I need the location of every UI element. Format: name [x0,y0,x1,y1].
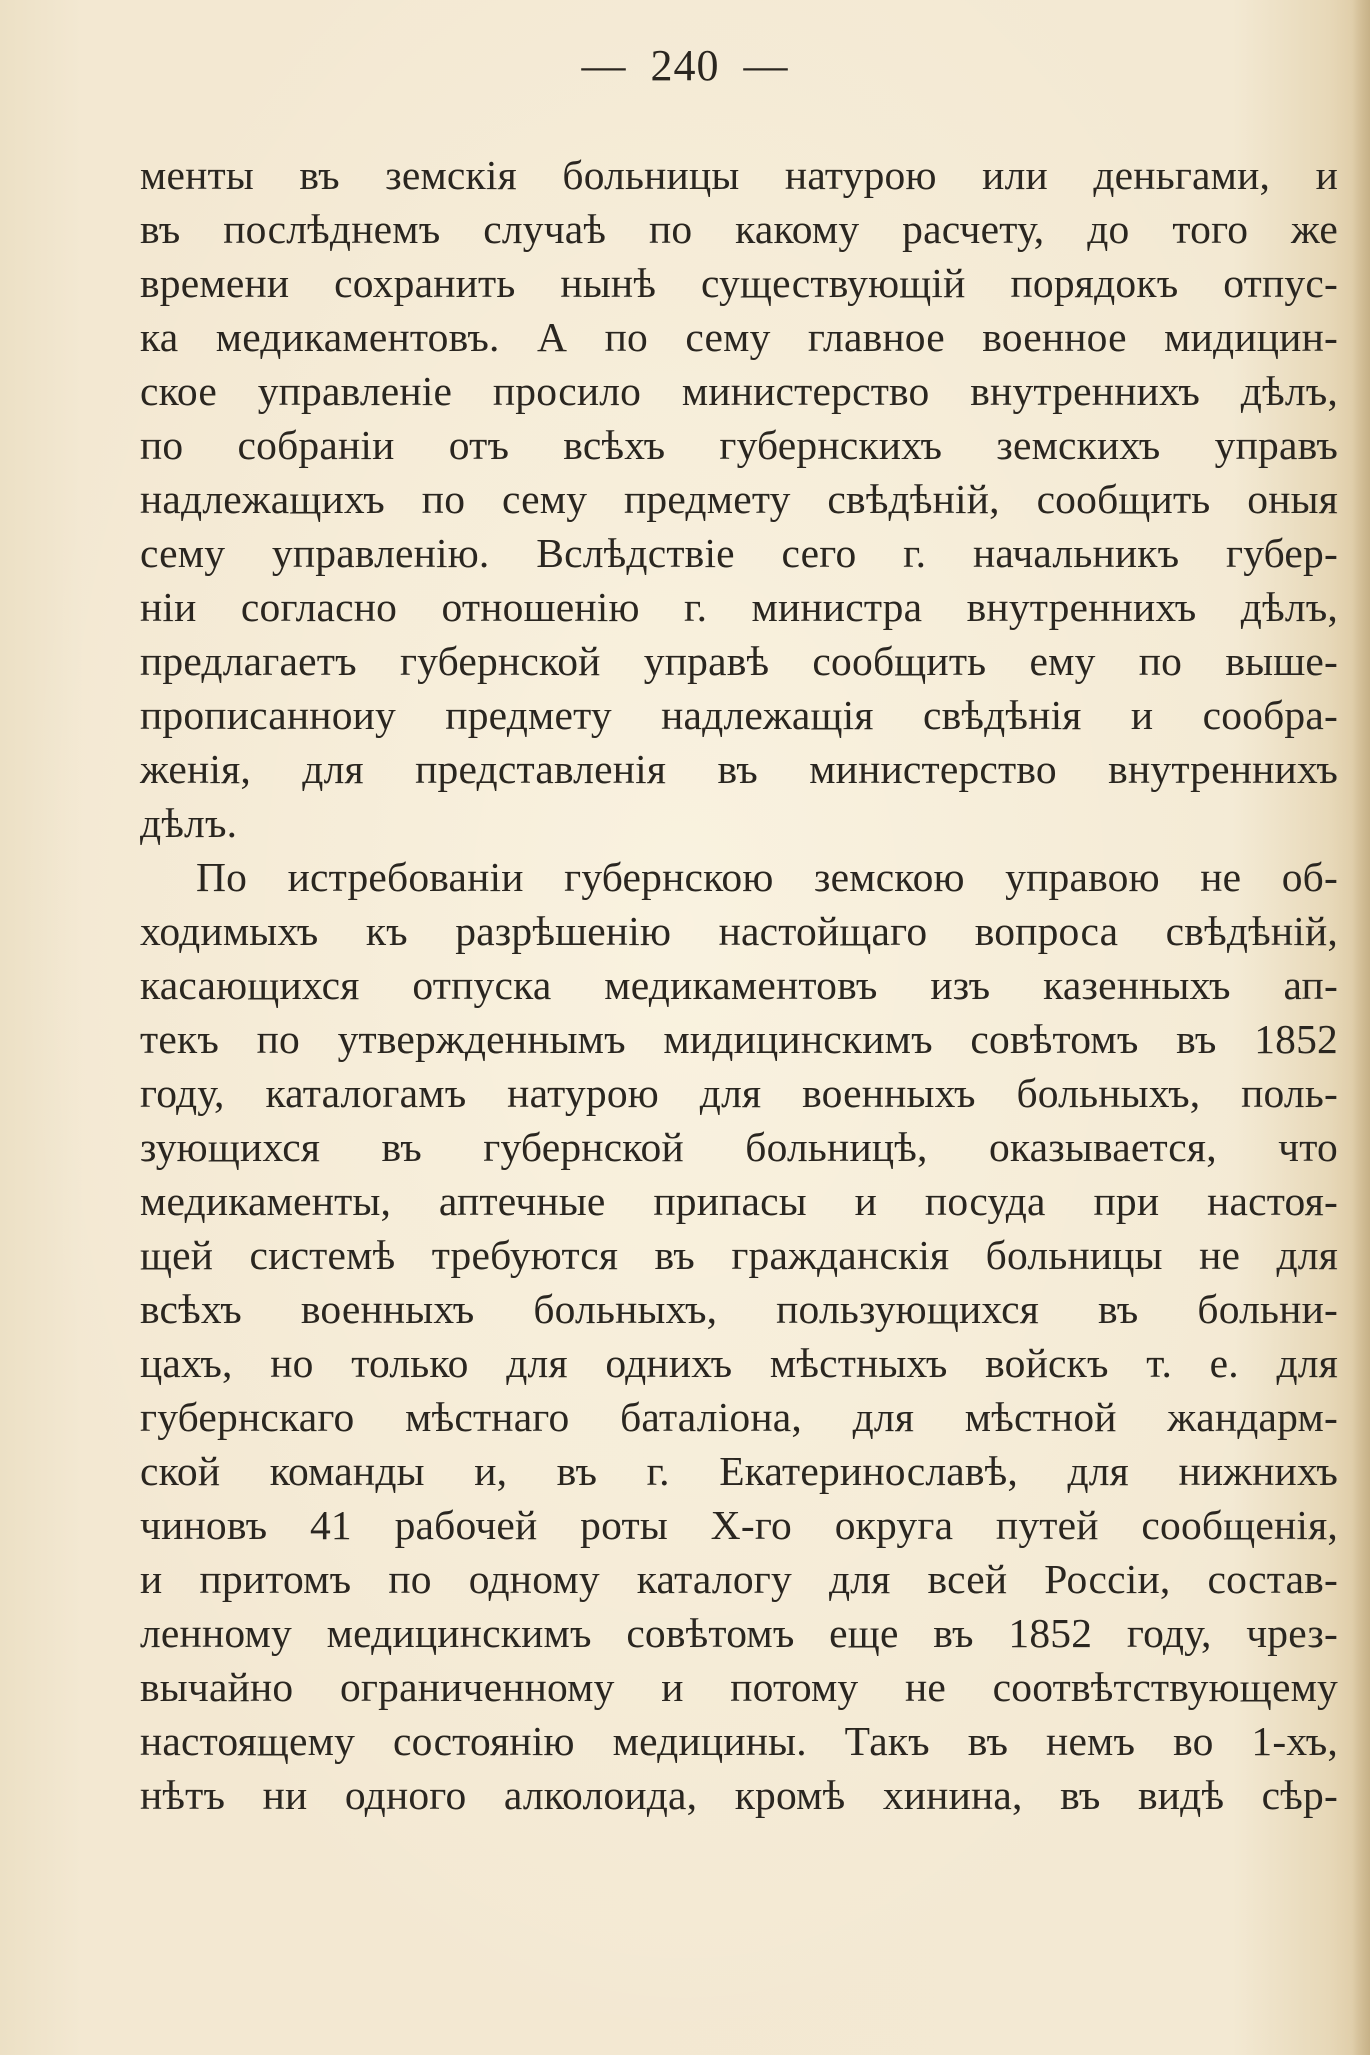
page-number [0,40,1370,91]
text-line: надлежащихъ по сему предмету свѣдѣній, сообщить оныя [140,476,1338,522]
text-line: касающихся отпуска медикаментовъ изъ казенныхъ ап- [140,962,1338,1008]
text-line: ка медикаментовъ. А по сему главное военное мидицин- [140,314,1338,360]
text-line: въ послѣднемъ случаѣ по какому расчету, до того же [140,206,1338,252]
page-number-dash-right: — [743,41,789,90]
body-text [140,148,1338,1822]
text-line: году, каталогамъ натурою для военныхъ больныхъ, поль- [140,1070,1338,1116]
text-line: всѣхъ военныхъ больныхъ, пользующихся въ больни- [140,1286,1338,1332]
text-line: цахъ, но только для однихъ мѣстныхъ войскъ т. е. для [140,1340,1338,1386]
text-line: зующихся въ губернской больницѣ, оказывается, что [140,1124,1338,1170]
text-line: по собраніи отъ всѣхъ губернскихъ земскихъ управъ [140,422,1338,468]
text-line: ской команды и, въ г. Екатеринославѣ, для нижнихъ [140,1448,1338,1494]
text-line: щей системѣ требуются въ гражданскія больницы не для [140,1232,1338,1278]
text-line: настоящему состоянію медицины. Такъ въ немъ во 1-хъ, [140,1718,1338,1764]
text-line: медикаменты, аптечные припасы и посуда при настоя- [140,1178,1338,1224]
text-line: прописанноиу предмету надлежащія свѣдѣнія и сообра- [140,692,1338,738]
text-line: сему управленію. Вслѣдствіе сего г. начальникъ губер- [140,530,1338,576]
text-line: ніи согласно отношенію г. министра внутреннихъ дѣлъ, [140,584,1338,630]
text-line: и притомъ по одному каталогу для всей Россіи, состав- [140,1556,1338,1602]
text-line: нѣтъ ни одного алколоида, кромѣ хинина, въ видѣ сѣр- [140,1772,1338,1818]
paragraph-start-line: По истребованіи губернскою земскою управою не об- [196,854,1338,900]
paragraph-end-line: дѣлъ. [140,800,238,846]
page-number-dash-left: — [581,41,627,90]
text-line: текъ по утвержденнымъ мидицинскимъ совѣтомъ въ 1852 [140,1016,1338,1062]
text-line: времени сохранить нынѣ существующій порядокъ отпус- [140,260,1338,306]
text-line: ское управленіе просило министерство внутреннихъ дѣлъ, [140,368,1338,414]
page-number-value: 240 [650,41,720,90]
text-line: вычайно ограниченному и потому не соотвѣтствующему [140,1664,1338,1710]
text-line: женія, для представленія въ министерство внутреннихъ [140,746,1338,792]
page-edge-shadow [1352,0,1370,2055]
text-line: чиновъ 41 рабочей роты Х-го округа путей сообщенія, [140,1502,1338,1548]
text-line: ленному медицинскимъ совѣтомъ еще въ 1852 году, чрез- [140,1610,1338,1656]
text-line: губернскаго мѣстнаго баталіона, для мѣстной жандарм- [140,1394,1338,1440]
text-line: менты въ земскія больницы натурою или деньгами, и [140,152,1338,198]
text-line: ходимыхъ къ разрѣшенію настойщаго вопроса свѣдѣній, [140,908,1338,954]
text-line: предлагаетъ губернской управѣ сообщить ему по выше- [140,638,1338,684]
